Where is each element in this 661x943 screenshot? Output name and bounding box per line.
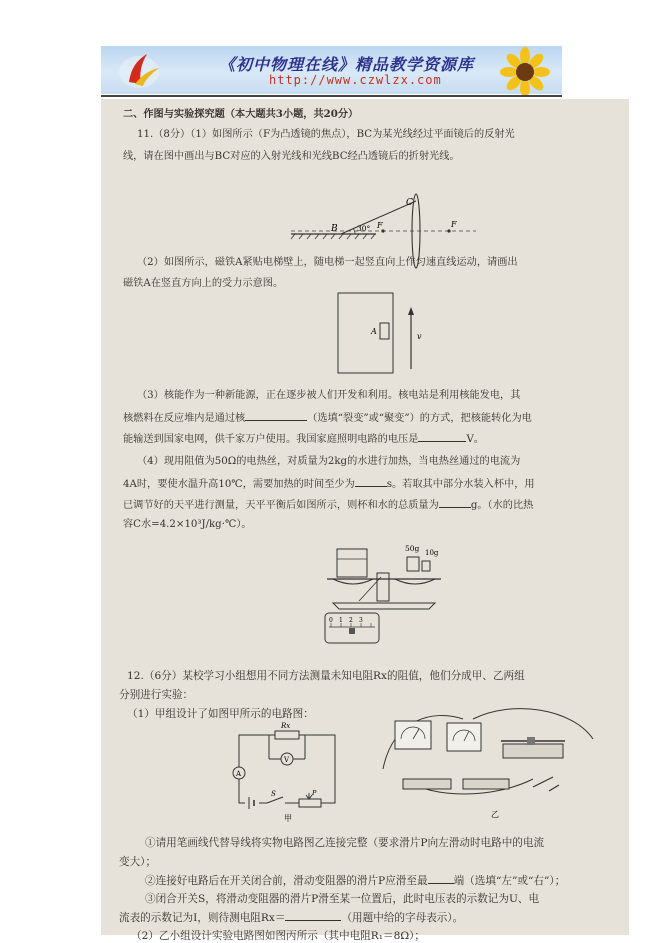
scale-tick-0: 0 [329,617,333,624]
weight-small [422,561,430,571]
q12-step2: ②连接好电路后在开关闭合前，滑动变阻器的滑片P应滑至最 端（选填“左”或“右”）； [145,875,566,887]
rider [349,628,355,634]
header-banner [101,46,562,94]
label-B: B [331,224,338,234]
q11-part1-line1: 11.（8分）（1）如图所示（F为凸透镜的焦点），BC为某光线经过平面镜后的反射光 [137,129,515,140]
sunflower-icon [489,46,559,94]
answer-blank-mass[interactable] [439,497,471,508]
answer-blank-fission[interactable] [245,410,307,421]
weight-50g: 50g [405,544,420,553]
exam-paper [101,99,629,942]
q12-intro-line2: 分别进行实验： [119,689,194,701]
banner-url[interactable]: http://www.czwlzx.com [269,73,442,87]
resistor-device [403,779,451,789]
banner-title: 《初中物理在线》精品教学资源库 [219,55,475,74]
balance-figure [319,539,459,649]
q11-part3-line1: （3）核能作为一种新能源，正在逐步被人们开发和利用。核电站是利用核能发电，其 [137,390,521,401]
ammeter-device [447,723,481,751]
focus-right [447,229,450,232]
section-heading: 二、作图与实验探究题（本大题共3小题，共20分） [123,108,359,120]
circuit-photo-yi [373,699,623,839]
rheostat-device [503,744,563,758]
scale-tick-2: 2 [349,617,353,624]
q12-step3-line1: ③闭合开关S，将滑动变阻器的滑片P滑至某一位置后，此时电压表的示数记为U、电 [145,893,540,905]
answer-blank-time[interactable] [355,476,387,487]
q12-step1-line2: 变大）； [119,856,157,868]
battery-device [463,779,509,789]
label-P: P [312,789,317,797]
label-V: V [284,756,290,764]
q11-part2-line1: （2）如图所示，磁铁A紧贴电梯壁上，随电梯一起竖直向上作匀速直线运动，请画出 [137,257,518,268]
resistor-Rx [275,731,299,739]
label-S: S [271,790,276,798]
label-F-right: F [451,220,457,229]
switch-device [533,777,559,791]
answer-blank-voltage[interactable] [418,431,466,442]
q11-part2-line2: 磁铁A在竖直方向上的受力示意图。 [123,278,284,289]
label-Rx: Rx [281,722,291,730]
label-A: A [371,327,377,336]
weight-large [407,557,419,571]
balance-base [333,603,435,609]
banner-underline [101,95,562,97]
circuit-diagram-jia [229,721,349,826]
answer-blank-rx[interactable] [285,910,341,921]
q11-part3-line3: 能输送到国家电网，供千家万户使用。我国家庭照明电路的电压是 V。 [123,431,484,447]
q11-part4-line3: 已调节好的天平进行测量，天平平衡后如图所示，则杯和水的总质量为 g。（水的比热 [123,497,533,513]
voltmeter-device [395,721,431,749]
answer-blank-side[interactable] [428,873,454,884]
q11-part1-line2: 线，请在图中画出与BC对应的入射光线和光线BC经凸透镜后的折射光线。 [123,151,460,162]
q12-part1: （1）甲组设计了如图甲所示的电路图： [127,708,314,720]
q12-intro-line1: 12.（6分）某校学习小组想用不同方法测量未知电阻Rx的阻值，他们分成甲、乙两组 [127,670,525,682]
q12-step1-line1: ①请用笔画线代替导线将实物电路图乙连接完整（要求滑片P向左滑动时电路中的电流 [145,837,545,849]
logo-icon [115,46,165,94]
magnet-A [380,323,389,339]
beaker [337,549,367,577]
label-yi: 乙 [491,810,499,819]
q11-part4-line2: 4A时，要使水温升高10℃，需要加热的时间至少为 s。若取其中部分水装入杯中，用 [123,476,535,492]
label-F-left: F [377,221,383,230]
q12-step3-line2: 流表的示数记为I，则待测电阻Rx＝ （用题中给的字母表示）。 [119,912,464,924]
label-angle: 30° [357,224,371,233]
label-C: C [406,198,413,208]
label-jia: 甲 [284,814,292,823]
q11-part3-line2: 核燃料在反应堆内是通过核 （选填“裂变”或“聚变”）的方式，把核能转化为电 [123,410,532,426]
scale-tick-1: 1 [339,617,343,624]
weight-10g: 10g [425,549,439,557]
scale-tick-3: 3 [359,617,363,624]
elevator-magnet-figure [333,291,443,381]
q12-part2: （2）乙小组设计实验电路图如图丙所示（其中电阻R₁＝8Ω）； [131,930,426,942]
q11-part4-line1: （4）现用阻值为50Ω的电热丝，对质量为2kg的水进行加热，当电热丝通过的电流为 [137,456,521,467]
q11-part4-line4: 容C水=4.2×10³J/kg·℃）。 [123,519,252,530]
label-A: A [236,770,242,778]
rheostat [299,799,321,807]
label-v: v [417,332,422,341]
